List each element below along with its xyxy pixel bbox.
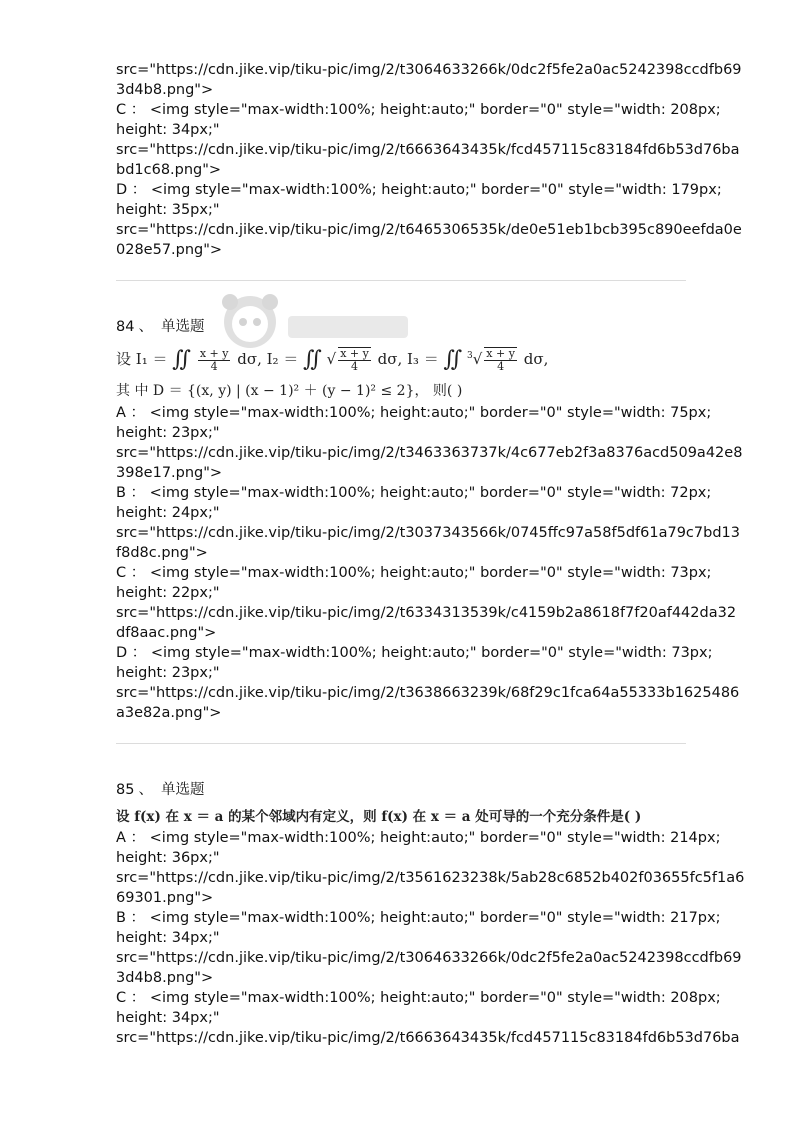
text-line: src="https://cdn.jike.vip/tiku-pic/img/2/t6465306535k/de0e51eb1bcb395c890eefda0e: [116, 222, 742, 238]
fraction: $\frac{x + y}{4}$: [486, 347, 515, 373]
option-d-line: D ： <img style="max-width:100%; height:auto;" border="0" style="width: 179px;: [116, 182, 722, 198]
fraction: $\frac{x + y}{4}$: [340, 347, 369, 373]
option-c-line: C ： <img style="max-width:100%; height:auto;" border="0" style="width: 208px;: [116, 990, 721, 1006]
formula-text: 设: [116, 350, 132, 368]
option-b-line: B ： <img style="max-width:100%; height:auto;" border="0" style="width: 72px;: [116, 485, 712, 501]
previous-question-fragment: [116, 60, 742, 260]
text-line: 398e17.png">: [116, 465, 223, 481]
question-number: 84: [116, 319, 135, 335]
fraction: $\frac{x + y}{4}$: [199, 346, 229, 373]
formula-text: , I₂ ＝: [257, 350, 299, 368]
text-line: height: 34px;": [116, 930, 220, 946]
option-c-line: C ： <img style="max-width:100%; height:auto;" border="0" style="width: 73px;: [116, 565, 712, 581]
text-line: src="https://cdn.jike.vip/tiku-pic/img/2/t3638663239k/68f29c1fca64a55333b1625486: [116, 685, 740, 701]
text-line: src="https://cdn.jike.vip/tiku-pic/img/2/t3561623238k/5ab28c6852b402f03655fc5f1a6: [116, 870, 745, 886]
text-line: src="https://cdn.jike.vip/tiku-pic/img/2/t3064633266k/0dc2f5fe2a0ac5242398ccdfb69: [116, 950, 742, 966]
formula-text: , I₃ ＝: [397, 350, 439, 368]
formula-text: dσ: [377, 350, 398, 368]
root-index: 3: [467, 351, 473, 361]
question-type: 单选题: [160, 319, 205, 335]
text-line: src="https://cdn.jike.vip/tiku-pic/img/2/t6334313539k/c4159b2a8618f7f20af442da32: [116, 605, 737, 621]
text-line: src="https://cdn.jike.vip/tiku-pic/img/2/t6663643435k/fcd457115c83184fd6b53d76ba: [116, 1030, 740, 1046]
text-line: height: 23px;": [116, 425, 220, 441]
question-header: [116, 317, 686, 337]
question-formula-1: [116, 337, 686, 381]
option-c-line: C ： <img style="max-width:100%; height:auto;" border="0" style="width: 208px;: [116, 102, 721, 118]
option-a-line: A ： <img style="max-width:100%; height:auto;" border="0" style="width: 214px;: [116, 830, 721, 846]
text-line: src="https://cdn.jike.vip/tiku-pic/img/2/t3064633266k/0dc2f5fe2a0ac5242398ccdfb69: [116, 62, 742, 78]
double-integral-symbol: ∬: [172, 347, 192, 372]
question-84: [116, 317, 743, 723]
text-line: height: 35px;": [116, 202, 220, 218]
question-separator: 、: [138, 319, 153, 335]
option-d-line: D ： <img style="max-width:100%; height:auto;" border="0" style="width: 73px;: [116, 645, 713, 661]
question-separator: 、: [138, 782, 153, 798]
text-line: f8d8c.png">: [116, 545, 208, 561]
option-a-line: A ： <img style="max-width:100%; height:auto;" border="0" style="width: 75px;: [116, 405, 712, 421]
question-formula-2: 其 中 D ＝ {(x, y) | (x − 1)² ＋ (y − 1)² ≤ 2}， 则( ): [116, 383, 463, 399]
text-line: height: 34px;": [116, 122, 220, 138]
text-line: df8aac.png">: [116, 625, 217, 641]
formula-text: I₁ ＝: [135, 350, 168, 368]
question-formula: 设 f(x) 在 x ＝ a 的某个邻域内有定义，则 f(x) 在 x ＝ a 处可导的一个充分条件是( ): [116, 809, 642, 825]
question-type: 单选题: [160, 782, 205, 798]
text-line: height: 34px;": [116, 1010, 220, 1026]
text-line: a3e82a.png">: [116, 705, 222, 721]
formula-text: dσ: [523, 350, 544, 368]
text-line: 69301.png">: [116, 890, 214, 906]
text-line: height: 24px;": [116, 505, 220, 521]
question-85: [116, 780, 745, 1048]
text-line: height: 36px;": [116, 850, 220, 866]
text-line: 3d4b8.png">: [116, 82, 214, 98]
sqrt-symbol: √: [472, 350, 483, 368]
text-line: src="https://cdn.jike.vip/tiku-pic/img/2/t3037343566k/0745ffc97a58f5df61a79c7bd13: [116, 525, 740, 541]
formula-text: ,: [543, 350, 549, 368]
text-line: src="https://cdn.jike.vip/tiku-pic/img/2/t3463363737k/4c677eb2f3a8376acd509a42e8: [116, 445, 743, 461]
text-line: bd1c68.png">: [116, 162, 222, 178]
double-integral-symbol: ∬: [303, 347, 322, 372]
document-body: [116, 60, 745, 1048]
text-line: 028e57.png">: [116, 242, 223, 258]
option-b-line: B ： <img style="max-width:100%; height:auto;" border="0" style="width: 217px;: [116, 910, 721, 926]
text-line: src="https://cdn.jike.vip/tiku-pic/img/2/t6663643435k/fcd457115c83184fd6b53d76ba: [116, 142, 740, 158]
question-number: 85: [116, 782, 135, 798]
formula-text: dσ: [237, 350, 258, 368]
double-integral-symbol: ∬: [443, 347, 463, 372]
question-header: [116, 780, 686, 800]
sqrt-symbol: √: [326, 350, 337, 368]
text-line: 3d4b8.png">: [116, 970, 214, 986]
text-line: height: 23px;": [116, 665, 220, 681]
text-line: height: 22px;": [116, 585, 220, 601]
